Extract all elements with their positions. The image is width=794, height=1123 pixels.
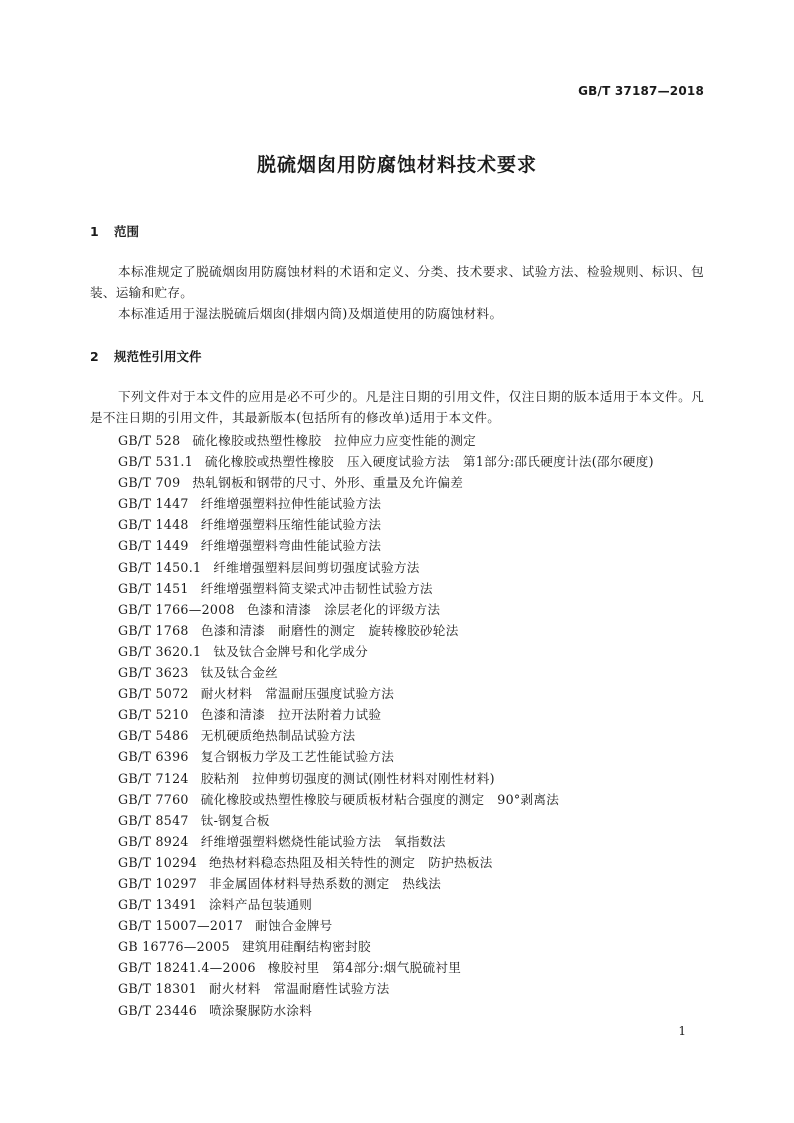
page-number: 1 (678, 1024, 686, 1038)
reference-code: GB/T 3620.1 (118, 643, 202, 659)
reference-code: GB/T 709 (118, 475, 181, 491)
reference-code: GB/T 1447 (118, 496, 189, 512)
section-heading-scope (90, 222, 139, 240)
reference-code: GB/T 531.1 (118, 454, 194, 470)
reference-code: GB/T 1766—2008 (118, 601, 235, 617)
reference-title: 色漆和清漆 拉开法附着力试验 (200, 707, 382, 723)
reference-item (118, 746, 654, 767)
reference-code: GB/T 1450.1 (118, 559, 202, 575)
reference-title: 建筑用硅酮结构密封胶 (241, 939, 371, 955)
standard-code: GB/T 37187—2018 (578, 84, 704, 98)
reference-item (118, 978, 654, 999)
reference-title: 钛-钢复合板 (200, 812, 270, 828)
reference-title: 色漆和清漆 耐磨性的测定 旋转橡胶砂轮法 (200, 622, 459, 638)
reference-title: 喷涂聚脲防水涂料 (209, 1002, 313, 1018)
reference-title: 涂料产品包装通则 (209, 897, 313, 913)
scope-paragraph-2: 本标准适用于湿法脱硫后烟囱(排烟内筒)及烟道使用的防腐蚀材料。 (118, 306, 503, 321)
reference-item (118, 894, 654, 915)
reference-title: 纤维增强塑料简支梁式冲击韧性试验方法 (200, 580, 433, 596)
section-number: 1 (90, 224, 99, 239)
reference-item (118, 535, 654, 556)
reference-title: 耐火材料 常温耐压强度试验方法 (200, 686, 395, 702)
scope-paragraph-1: 本标准规定了脱硫烟囱用防腐蚀材料的术语和定义、分类、技术要求、试验方法、检验规则、标识、包装、运输和贮存。 (90, 264, 704, 300)
reference-title: 纤维增强塑料燃烧性能试验方法 氧指数法 (200, 833, 446, 849)
reference-code: GB/T 5486 (118, 728, 189, 744)
references-intro-paragraph: 下列文件对于本文件的应用是必不可少的。凡是注日期的引用文件，仅注日期的版本适用于本文件。凡是不注日期的引用文件，其最新版本(包括所有的修改单)适用于本文件。 (90, 389, 704, 425)
reference-item (118, 725, 654, 746)
reference-title: 色漆和清漆 涂层老化的评级方法 (246, 601, 441, 617)
reference-item (118, 641, 654, 662)
document-title: 脱硫烟囱用防腐蚀材料技术要求 (256, 154, 537, 176)
reference-code: GB/T 1449 (118, 538, 189, 554)
reference-item (118, 683, 654, 704)
reference-title: 钛及钛合金牌号和化学成分 (213, 643, 369, 659)
reference-title: 绝热材料稳态热阻及相关特性的测定 防护热板法 (209, 854, 493, 870)
section-number: 2 (90, 349, 99, 364)
reference-code: GB/T 13491 (118, 897, 198, 913)
reference-item (118, 451, 654, 472)
reference-item (118, 957, 654, 978)
reference-title: 硫化橡胶或热塑性橡胶 压入硬度试验方法 第1部分:邵氏硬度计法(邵尔硬度) (205, 454, 654, 470)
reference-item (118, 936, 654, 957)
reference-item (118, 789, 654, 810)
reference-code: GB/T 1768 (118, 622, 189, 638)
reference-code: GB/T 7124 (118, 770, 189, 786)
section-heading-normative-references (90, 347, 202, 365)
reference-code: GB/T 1451 (118, 580, 189, 596)
reference-title: 橡胶衬里 第4部分:烟气脱硫衬里 (267, 960, 462, 976)
reference-code: GB/T 10297 (118, 875, 198, 891)
reference-item (118, 810, 654, 831)
reference-item (118, 662, 654, 683)
reference-item (118, 831, 654, 852)
reference-item (118, 472, 654, 493)
section-title: 范围 (114, 224, 140, 239)
reference-code: GB/T 1448 (118, 517, 189, 533)
reference-code: GB/T 15007—2017 (118, 918, 244, 934)
reference-item (118, 514, 654, 535)
reference-item (118, 873, 654, 894)
reference-item (118, 915, 654, 936)
reference-code: GB/T 5210 (118, 707, 189, 723)
reference-item (118, 599, 654, 620)
reference-title: 复合钢板力学及工艺性能试验方法 (200, 749, 395, 765)
reference-title: 热轧钢板和钢带的尺寸、外形、重量及允许偏差 (192, 475, 464, 491)
reference-code: GB/T 18301 (118, 981, 198, 997)
reference-title: 钛及钛合金丝 (200, 665, 279, 681)
reference-code: GB/T 6396 (118, 749, 189, 765)
reference-item (118, 620, 654, 641)
reference-code: GB/T 23446 (118, 1002, 198, 1018)
reference-item (118, 430, 654, 451)
reference-title: 硫化橡胶或热塑性橡胶 拉伸应力应变性能的测定 (192, 433, 477, 448)
reference-code: GB/T 8924 (118, 833, 189, 849)
reference-title: 耐火材料 常温耐磨性试验方法 (209, 981, 390, 997)
reference-list (118, 430, 654, 1021)
reference-code: GB/T 3623 (118, 665, 189, 681)
reference-title: 纤维增强塑料拉伸性能试验方法 (200, 496, 382, 512)
reference-item (118, 578, 654, 599)
reference-item (118, 704, 654, 725)
reference-item (118, 768, 654, 789)
reference-item (118, 1000, 654, 1021)
reference-title: 耐蚀合金牌号 (255, 918, 333, 934)
reference-title: 无机硬质绝热制品试验方法 (200, 728, 356, 744)
reference-item (118, 557, 654, 578)
reference-code: GB/T 10294 (118, 854, 198, 870)
reference-code: GB/T 5072 (118, 686, 189, 702)
reference-title: 纤维增强塑料弯曲性能试验方法 (200, 538, 382, 554)
reference-title: 硫化橡胶或热塑性橡胶与硬质板材粘合强度的测定 90°剥离法 (200, 791, 560, 807)
reference-item (118, 493, 654, 514)
reference-title: 纤维增强塑料层间剪切强度试验方法 (213, 559, 420, 575)
reference-title: 胶粘剂 拉伸剪切强度的测试(刚性材料对刚性材料) (200, 770, 495, 786)
reference-title: 纤维增强塑料压缩性能试验方法 (200, 517, 382, 533)
reference-title: 非金属固体材料导热系数的测定 热线法 (209, 875, 442, 891)
reference-code: GB/T 8547 (118, 812, 189, 828)
section-title: 规范性引用文件 (114, 349, 202, 364)
reference-code: GB/T 7760 (118, 791, 189, 807)
reference-code: GB 16776—2005 (118, 939, 230, 955)
reference-item (118, 852, 654, 873)
reference-code: GB/T 18241.4—2006 (118, 960, 256, 976)
reference-code: GB/T 528 (118, 433, 181, 448)
